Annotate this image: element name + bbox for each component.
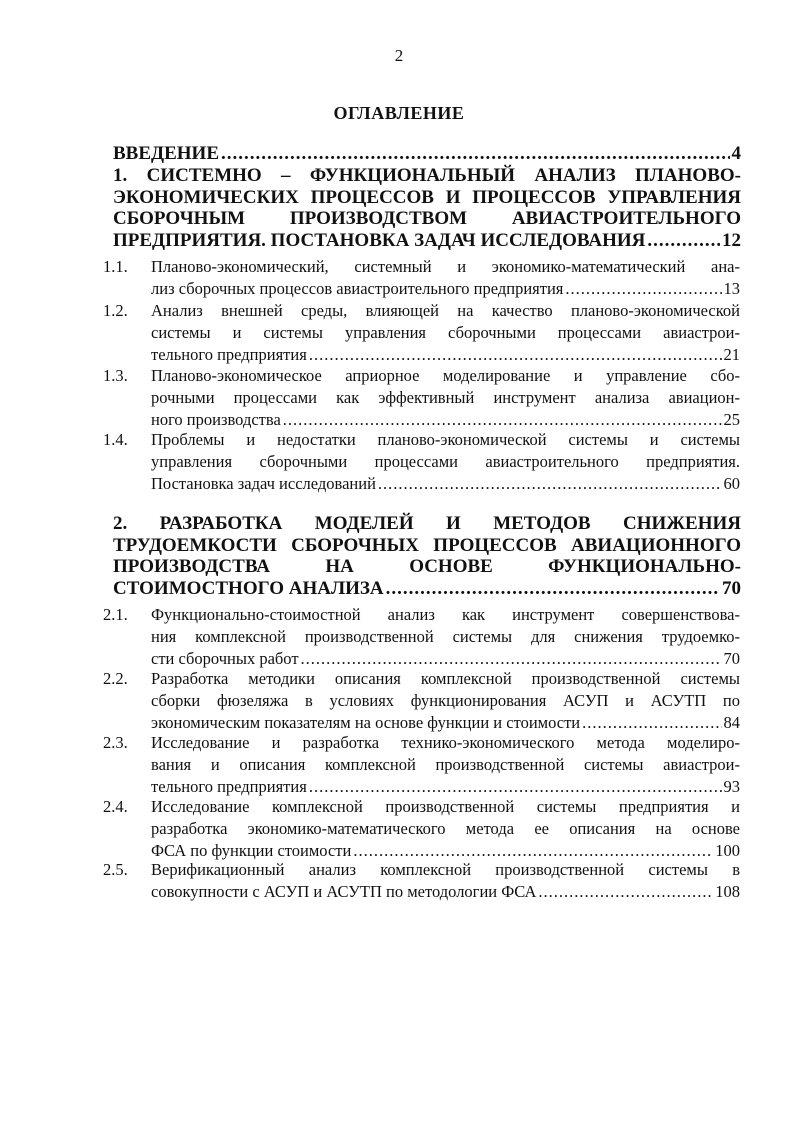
entry-line: вания и описания комплексной производственной системы авиастрои- [151, 755, 740, 774]
entry-line: Проблемы и недостатки планово-экономической системы и системы [151, 430, 740, 449]
toc-title: ОГЛАВЛЕНИЕ [333, 103, 465, 123]
toc-entry-section-2-1[interactable] [151, 604, 740, 670]
entry-label: тельного предприятия [151, 345, 307, 364]
entry-line: системы и системы управления сборочными процессами авиастрои- [151, 323, 740, 342]
leader-dots [309, 776, 722, 798]
toc-entry-section-1-1[interactable] [151, 256, 740, 300]
entry-line: управления сборочными процессами авиастроительного предприятия. [151, 452, 740, 471]
leader-dots [386, 578, 720, 600]
toc-entry-section-2-3[interactable] [151, 732, 740, 798]
entry-line: Исследование комплексной производственной системы предприятия и [151, 797, 740, 816]
entry-label: лиз сборочных процессов авиастроительного предприятия [151, 279, 564, 298]
toc-entry-section-1-4[interactable] [151, 429, 740, 495]
entry-page: 13 [723, 279, 740, 298]
leader-dots [647, 230, 720, 252]
entry-line: СБОРОЧНЫМ ПРОИЗВОДСТВОМ АВИАСТРОИТЕЛЬНОГО [113, 208, 741, 229]
toc-entry-section-1-2[interactable] [151, 300, 740, 366]
section-number: 1.2. [103, 301, 128, 320]
entry-line: ТРУДОЕМКОСТИ СБОРОЧНЫХ ПРОЦЕССОВ АВИАЦИОННОГО [113, 534, 741, 556]
entry-line: ЭКОНОМИЧЕСКИХ ПРОЦЕССОВ И ПРОЦЕССОВ УПРАВЛЕНИЯ [113, 186, 741, 208]
entry-line: Разработка методики описания комплексной производственной системы [151, 669, 740, 688]
entry-line: ния комплексной производственной системы для снижения трудоемко- [151, 627, 740, 646]
section-number: 1.3. [103, 366, 128, 385]
toc-entry-chapter-2[interactable] [113, 513, 741, 599]
leader-dots [582, 712, 721, 734]
entry-page: 21 [723, 345, 740, 364]
section-number: 2.4. [103, 797, 128, 816]
entry-line: Планово-экономическое априорное моделирование и управление сбо- [151, 366, 740, 385]
toc-entry-section-2-5[interactable] [151, 859, 740, 903]
entry-line: Исследование и разработка технико-экономического метода моделиро- [151, 733, 740, 752]
entry-label: ного производства [151, 410, 281, 429]
entry-line: сборки фюзеляжа в условиях функционирования АСУП и АСУТП по [151, 691, 740, 710]
entry-label: экономическим показателям на основе функции и стоимости [151, 713, 581, 732]
entry-line: рочными процессами как эффективный инструмент анализа авиацион- [151, 388, 740, 407]
entry-line: Планово-экономический, системный и экономико-математический ана- [151, 257, 740, 276]
entry-page: 25 [723, 410, 740, 429]
section-number: 2.2. [103, 669, 128, 688]
section-number: 1.1. [103, 257, 128, 276]
entry-line: 2. РАЗРАБОТКА МОДЕЛЕЙ И МЕТОДОВ СНИЖЕНИЯ [113, 513, 741, 534]
leader-dots [309, 344, 722, 366]
leader-dots [301, 648, 722, 670]
toc-entry-introduction[interactable] [113, 143, 741, 165]
entry-label: сти сборочных работ [151, 649, 299, 668]
entry-page: 60 [723, 474, 740, 493]
section-number: 2.1. [103, 605, 128, 624]
entry-label: ФСА по функции стоимости [151, 841, 352, 860]
entry-label: СТОИМОСТНОГО АНАЛИЗА [113, 577, 384, 599]
entry-line: Анализ внешней среды, влияющей на качество планово-экономической [151, 301, 740, 320]
entry-line: ПРОИЗВОДСТВА НА ОСНОВЕ ФУНКЦИОНАЛЬНО- [113, 556, 741, 577]
entry-label: Постановка задач исследований [151, 474, 376, 493]
entry-label: ВВЕДЕНИЕ [113, 143, 219, 164]
entry-page: 70 [723, 649, 740, 668]
leader-dots [378, 473, 722, 495]
entry-label: ПРЕДПРИЯТИЯ. ПОСТАНОВКА ЗАДАЧ ИССЛЕДОВАНИЯ [113, 229, 646, 251]
toc-entry-section-1-3[interactable] [151, 365, 740, 431]
section-number: 1.4. [103, 430, 128, 449]
entry-page: 93 [723, 777, 740, 796]
entry-line: разработка экономико-математического метода ее описания на основе [151, 819, 740, 838]
toc-entry-chapter-1[interactable] [113, 165, 741, 251]
leader-dots [221, 143, 730, 165]
section-number: 2.5. [103, 860, 128, 879]
entry-page: 12 [722, 229, 741, 251]
page-number: 2 [394, 46, 404, 65]
leader-dots [565, 278, 721, 300]
leader-dots [283, 409, 722, 431]
entry-page: 70 [722, 577, 741, 599]
entry-line: 1. СИСТЕМНО – ФУНКЦИОНАЛЬНЫЙ АНАЛИЗ ПЛАНОВО- [113, 165, 741, 186]
section-number: 2.3. [103, 733, 128, 752]
toc-entry-section-2-4[interactable] [151, 796, 740, 862]
entry-label: тельного предприятия [151, 777, 307, 796]
entry-page: 108 [715, 882, 740, 901]
toc-entry-section-2-2[interactable] [151, 668, 740, 734]
entry-line: Функционально-стоимостной анализ как инструмент совершенствова- [151, 605, 740, 624]
entry-label: совокупности с АСУП и АСУТП по методологии ФСА [151, 882, 537, 901]
entry-page: 84 [723, 713, 740, 732]
entry-line: Верификационный анализ комплексной производственной системы в [151, 860, 740, 879]
entry-page: 4 [731, 143, 741, 164]
leader-dots [538, 881, 713, 903]
entry-page: 100 [715, 841, 740, 860]
